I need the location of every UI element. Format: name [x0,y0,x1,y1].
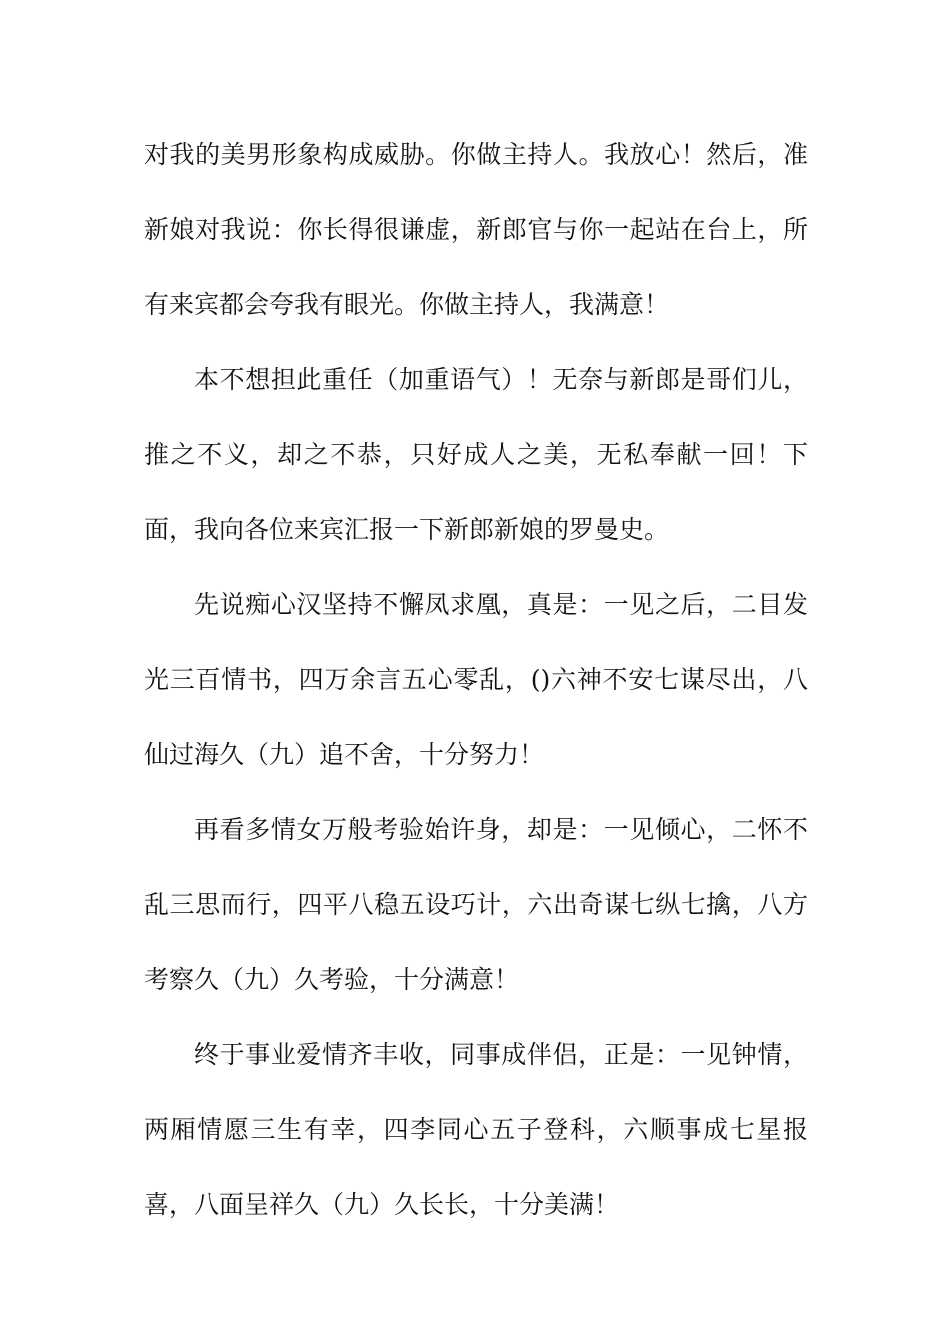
paragraph-5: 终于事业爱情齐丰收，同事成伴侣，正是：一见钟情，两厢情愿三生有幸，四李同心五子登科，六顺事成七星报喜，八面呈祥久（九）久长长，十分美满！ [144,1040,808,1219]
paragraph-3: 先说痴心汉坚持不懈凤求凰，真是：一见之后，二目发光三百情书，四万余言五心零乱，()六神不安七谋尽出，八仙过海久（九）追不舍，十分努力！ [144,590,808,769]
paragraph-4: 再看多情女万般考验始许身，却是：一见倾心，二怀不乱三思而行，四平八稳五设巧计，六出奇谋七纵七擒，八方考察久（九）久考验，十分满意！ [144,815,808,994]
paragraph-1: 对我的美男形象构成威胁。你做主持人。我放心！然后，准新娘对我说：你长得很谦虚，新郎官与你一起站在台上，所有来宾都会夸我有眼光。你做主持人，我满意！ [144,140,808,319]
paragraph-2: 本不想担此重任（加重语气）！无奈与新郎是哥们儿，推之不义，却之不恭，只好成人之美，无私奉献一回！下面，我向各位来宾汇报一下新郎新娘的罗曼史。 [144,365,808,544]
document-body [144,117,808,1242]
